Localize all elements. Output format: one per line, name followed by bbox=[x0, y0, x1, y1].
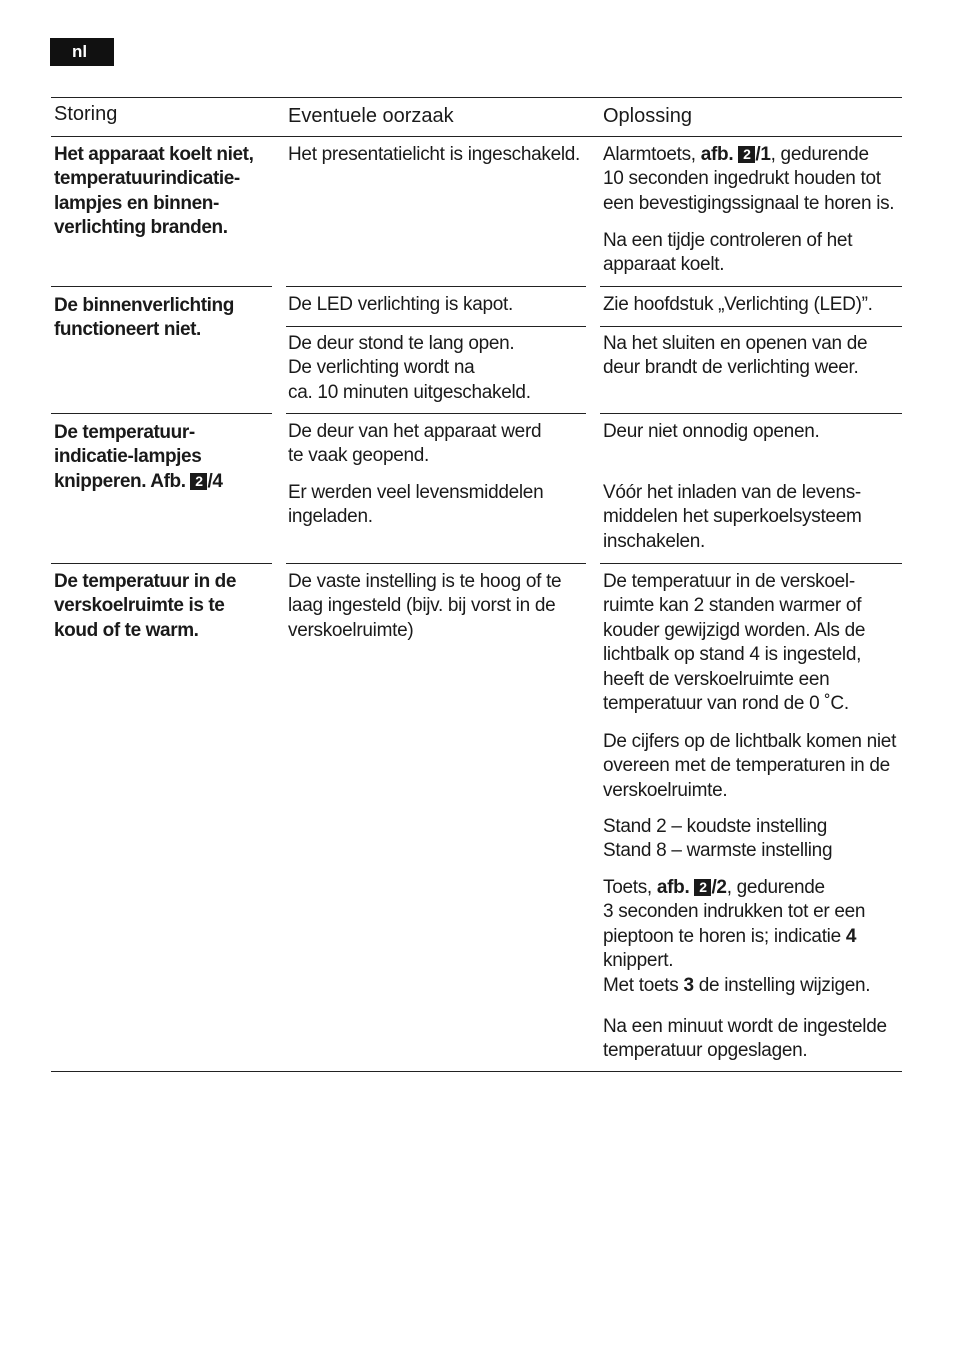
text: Toets, bbox=[603, 877, 657, 898]
row3-fault-line bbox=[54, 470, 266, 494]
row4-solution-line: Stand 8 – warmste instelling bbox=[603, 840, 833, 862]
row2-solution-line: deur brandt de verlichting weer. bbox=[603, 357, 859, 379]
row2-rule-cause bbox=[286, 413, 586, 414]
row2-solution-line: Na het sluiten en openen van de bbox=[603, 333, 868, 354]
row3-solution-line: inschakelen. bbox=[603, 530, 706, 552]
row2-cause-line: ca. 10 minuten uitgeschakeld. bbox=[288, 381, 531, 403]
text: de instelling wijzigen. bbox=[693, 974, 871, 996]
figure-ref: afb. bbox=[656, 877, 690, 898]
row3-cause-line: te vaak geopend. bbox=[288, 445, 429, 467]
row3-cause-1 bbox=[288, 420, 584, 469]
row2-rule-solution bbox=[600, 413, 902, 414]
row2-cause-line: De verlichting wordt na bbox=[288, 357, 475, 379]
figure-number-icon: 2 bbox=[694, 879, 711, 896]
row3-solution-line: middelen het superkoelsysteem bbox=[603, 506, 862, 528]
row3-solution-1 bbox=[603, 420, 903, 444]
row2-mid-rule-cause bbox=[286, 326, 586, 327]
row1-solution-line: 10 seconden ingedrukt houden tot bbox=[603, 168, 881, 190]
row2-solution-line: Zie hoofdstuk „Verlichting (LED)”. bbox=[603, 294, 873, 315]
row2-cause-1 bbox=[288, 293, 584, 317]
row3-fault-line: De temperatuur- bbox=[54, 422, 195, 443]
text: Alarmtoets, bbox=[603, 144, 701, 165]
row4-fault-line: verskoelruimte is te bbox=[54, 595, 225, 617]
row1-solution-line: een bevestigingssignaal te horen is. bbox=[603, 192, 895, 214]
row4-solution-line: temperatuur van rond de 0 ˚C. bbox=[603, 693, 849, 715]
row4-solution-line bbox=[603, 925, 903, 949]
header-cause: Eventuele oorzaak bbox=[288, 105, 454, 127]
row3-cause-line: De deur van het apparaat werd bbox=[288, 421, 542, 442]
row4-solution-line: knippert. bbox=[603, 950, 674, 972]
row2-fault-line: De binnenverlichting bbox=[54, 295, 234, 316]
header-fault: Storing bbox=[54, 103, 118, 125]
row4-solution-line: temperatuur opgeslagen. bbox=[603, 1040, 808, 1062]
row4-solution-line bbox=[603, 974, 903, 998]
row4-fault-line: De temperatuur in de bbox=[54, 571, 237, 592]
row3-rule-solution bbox=[600, 563, 902, 564]
row1-rule-fault bbox=[51, 286, 272, 287]
row1-solution-1 bbox=[603, 143, 903, 216]
row3-cause-line: Er werden veel levensmiddelen bbox=[288, 482, 544, 503]
row4-cause-line: laag ingesteld (bijv. bij vorst in de bbox=[288, 595, 556, 617]
row1-fault-line: Het apparaat koelt niet, bbox=[54, 144, 254, 165]
row1-cause-line: Het presentatielicht is ingeschakeld. bbox=[288, 144, 581, 165]
row2-solution-1 bbox=[603, 293, 903, 317]
figure-item: /4 bbox=[207, 470, 223, 492]
row2-solution-2 bbox=[603, 332, 903, 381]
row3-fault bbox=[54, 421, 266, 494]
row2-cause-line: De deur stond te lang open. bbox=[288, 333, 515, 354]
indicator-number: 4 bbox=[845, 925, 857, 947]
row1-rule-solution bbox=[600, 286, 902, 287]
row3-rule-fault bbox=[51, 563, 272, 564]
table-bottom-rule bbox=[51, 1071, 902, 1072]
row1-cause bbox=[288, 143, 584, 167]
language-tag: nl bbox=[50, 38, 114, 66]
button-number: 3 bbox=[683, 974, 694, 996]
row1-fault-line: temperatuurindicatie- bbox=[54, 168, 240, 190]
row2-fault-line: functioneert niet. bbox=[54, 319, 201, 341]
row2-fault bbox=[54, 294, 266, 343]
row3-cause-2 bbox=[288, 481, 584, 530]
text: , gedurende bbox=[770, 144, 869, 165]
row4-solution-line: verskoelruimte. bbox=[603, 779, 728, 801]
row3-rule-cause bbox=[286, 563, 586, 564]
row4-solution-line: heeft de verskoelruimte een bbox=[603, 668, 830, 690]
row4-solution-line: De cijfers op de lichtbalk komen niet bbox=[603, 731, 897, 752]
row4-fault bbox=[54, 570, 266, 643]
row2-cause-2 bbox=[288, 332, 584, 405]
row4-solution-line: 3 seconden indrukken tot er een bbox=[603, 901, 866, 923]
figure-item: /2 bbox=[711, 877, 727, 898]
row4-solution-line: ruimte kan 2 standen warmer of bbox=[603, 595, 862, 617]
row1-solution-line bbox=[603, 143, 903, 167]
row3-solution-line: Deur niet onnodig openen. bbox=[603, 421, 820, 442]
header-bottom-rule bbox=[51, 136, 902, 137]
row1-fault-line: verlichting branden. bbox=[54, 217, 228, 239]
row4-solution-3 bbox=[603, 815, 903, 864]
row4-solution-line: Na een minuut wordt de ingestelde bbox=[603, 1016, 887, 1037]
row4-solution-5 bbox=[603, 1015, 903, 1064]
text: Met toets bbox=[603, 974, 684, 996]
row4-solution-line: kouder gewijzigd worden. Als de bbox=[603, 619, 866, 641]
row4-fault-line: koud of te warm. bbox=[54, 619, 199, 641]
row2-cause-line: De LED verlichting is kapot. bbox=[288, 294, 513, 315]
row1-rule-cause bbox=[286, 286, 586, 287]
figure-ref: afb. bbox=[700, 144, 734, 165]
row3-cause-line: ingeladen. bbox=[288, 506, 373, 528]
row4-solution-line: overeen met de temperaturen in de bbox=[603, 755, 890, 777]
table-top-rule bbox=[51, 97, 902, 98]
figure-number-icon: 2 bbox=[190, 473, 207, 490]
row4-cause bbox=[288, 570, 584, 643]
figure-item: /1 bbox=[755, 144, 771, 165]
header-solution: Oplossing bbox=[603, 105, 692, 127]
row2-rule-fault bbox=[51, 413, 272, 414]
row1-solution-line: Na een tijdje controleren of het bbox=[603, 230, 853, 251]
row4-cause-line: De vaste instelling is te hoog of te bbox=[288, 571, 562, 592]
text: pieptoon te horen is; indicatie bbox=[603, 925, 846, 947]
figure-number-icon: 2 bbox=[738, 146, 755, 163]
row4-cause-line: verskoelruimte) bbox=[288, 619, 414, 641]
text: knipperen. Afb. bbox=[54, 470, 191, 492]
row1-fault bbox=[54, 143, 266, 241]
row3-fault-line: indicatie-lampjes bbox=[54, 446, 202, 468]
row4-solution-4 bbox=[603, 876, 903, 998]
row4-solution-2 bbox=[603, 730, 903, 803]
row4-solution-line: De temperatuur in de verskoel- bbox=[603, 571, 855, 592]
row1-solution-2 bbox=[603, 229, 903, 278]
row2-mid-rule-solution bbox=[600, 326, 902, 327]
row4-solution-line bbox=[603, 876, 903, 900]
row4-solution-line: Stand 2 – koudste instelling bbox=[603, 816, 827, 837]
row4-solution-line: lichtbalk op stand 4 is ingesteld, bbox=[603, 644, 862, 666]
row3-solution-line: Vóór het inladen van de levens- bbox=[603, 482, 861, 503]
text: , gedurende bbox=[726, 877, 825, 898]
row3-solution-2 bbox=[603, 481, 903, 554]
row1-fault-line: lampjes en binnen- bbox=[54, 192, 219, 214]
row4-solution-1 bbox=[603, 570, 903, 716]
row1-solution-line: apparaat koelt. bbox=[603, 254, 725, 276]
